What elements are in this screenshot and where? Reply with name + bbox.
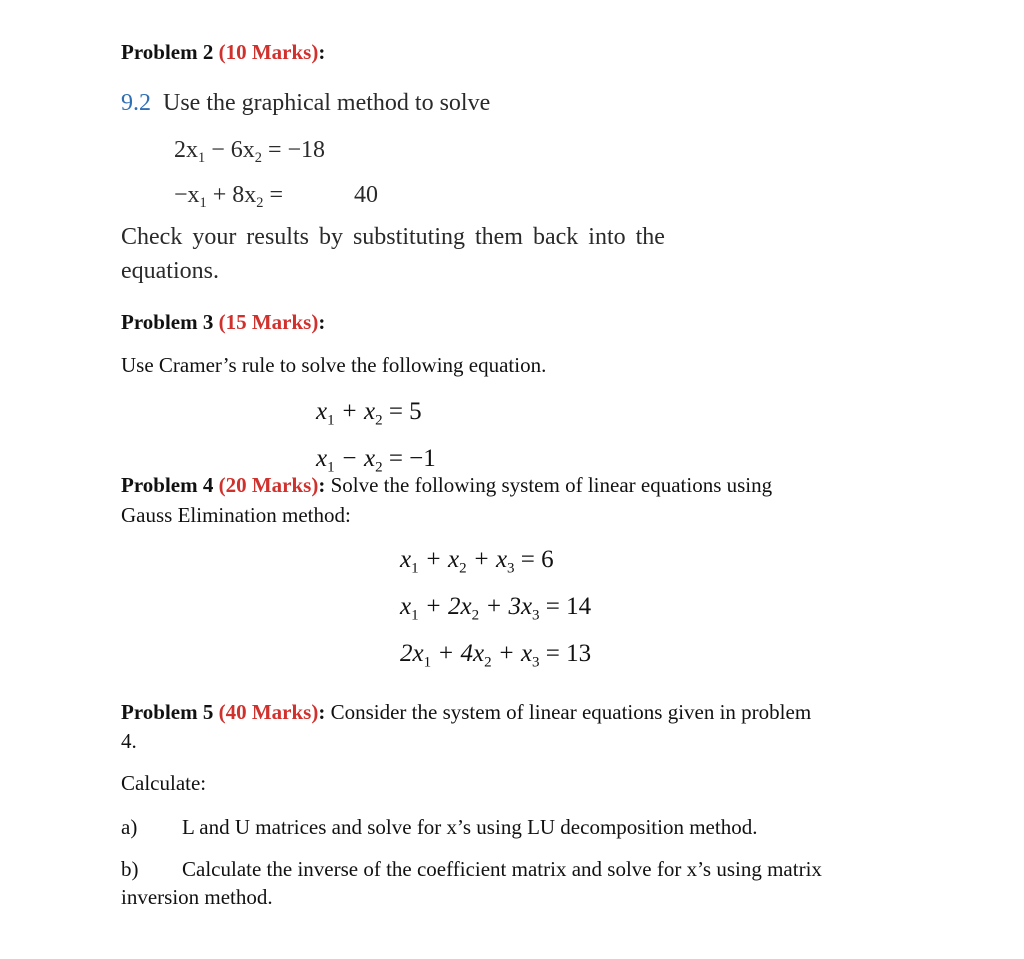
problem-4-equation-2: $x_1 + 2x_2 + 3x_3 = 14$ <box>400 593 592 624</box>
problem-2-equation-1 <box>174 137 326 167</box>
problem-3-heading <box>121 310 325 335</box>
problem-2-instruction-line <box>121 90 490 117</box>
problem-4-text-line-2: Gauss Elimination method: <box>121 503 351 527</box>
problem-3-instruction: Use Cramer’s rule to solve the following equation. <box>121 353 547 377</box>
problem-5-text-line-2: 4. <box>121 729 137 753</box>
problem-5-title: Problem 5 <box>121 700 214 724</box>
problem-4-colon: : <box>318 473 326 497</box>
problem-3-marks: (15 Marks) <box>218 310 319 334</box>
problem-3-title: Problem 3 <box>121 310 214 334</box>
problem-3-equation-2: $x_1 - x_2 = -1$ <box>316 445 436 476</box>
problem-5-item-a-text: L and U matrices and solve for x’s using LU decomposition method. <box>182 815 758 839</box>
problem-2-check-line-1: Check your results by substituting them back into the <box>121 224 665 250</box>
problem-5-heading <box>121 700 811 725</box>
problem-4-title: Problem 4 <box>121 473 214 497</box>
problem-5-item-b-label: b) <box>121 857 139 881</box>
problem-4-heading <box>121 473 772 498</box>
p2-eq1-lhs: $2x_1 - 6x_2$ <box>174 137 262 167</box>
p2-eq2-lhs: $-x_1 + 8x_2$ = <box>174 182 284 212</box>
problem-2-number: 9.2 <box>121 90 151 116</box>
problem-2-colon: : <box>318 40 326 64</box>
problem-5-colon: : <box>318 700 326 724</box>
problem-2-heading <box>121 40 325 65</box>
problem-2-equation-2 <box>174 182 378 212</box>
problem-5-item-a-label: a) <box>121 815 138 839</box>
problem-3-equation-1: $x_1 + x_2 = 5$ <box>316 398 422 429</box>
problem-2-instruction: Use the graphical method to solve <box>163 90 491 116</box>
problem-4-text-line-1: Solve the following system of linear equations using <box>325 473 773 497</box>
problem-2-marks: (10 Marks) <box>218 40 319 64</box>
problem-4-marks: (20 Marks) <box>218 473 319 497</box>
problem-5-item-b-text-line-1: Calculate the inverse of the coefficient matrix and solve for x’s using matrix <box>182 857 822 881</box>
problem-3-colon: : <box>318 310 326 334</box>
problem-2-check-line-2: equations. <box>121 258 219 284</box>
p2-eq2-rhs: 40 <box>354 182 378 208</box>
problem-5-marks: (40 Marks) <box>218 700 319 724</box>
problem-5-calculate: Calculate: <box>121 771 207 795</box>
problem-2-title: Problem 2 <box>121 40 214 64</box>
problem-5-text-line-1: Consider the system of linear equations given in problem <box>325 700 812 724</box>
p2-eq1-rhs: = −18 <box>261 137 326 163</box>
problem-4-equation-3: $2x_1 + 4x_2 + x_3 = 13$ <box>400 640 592 671</box>
problem-5-item-b-text-line-2: inversion method. <box>121 885 273 909</box>
problem-4-equation-1: $x_1 + x_2 + x_3 = 6$ <box>400 546 554 577</box>
